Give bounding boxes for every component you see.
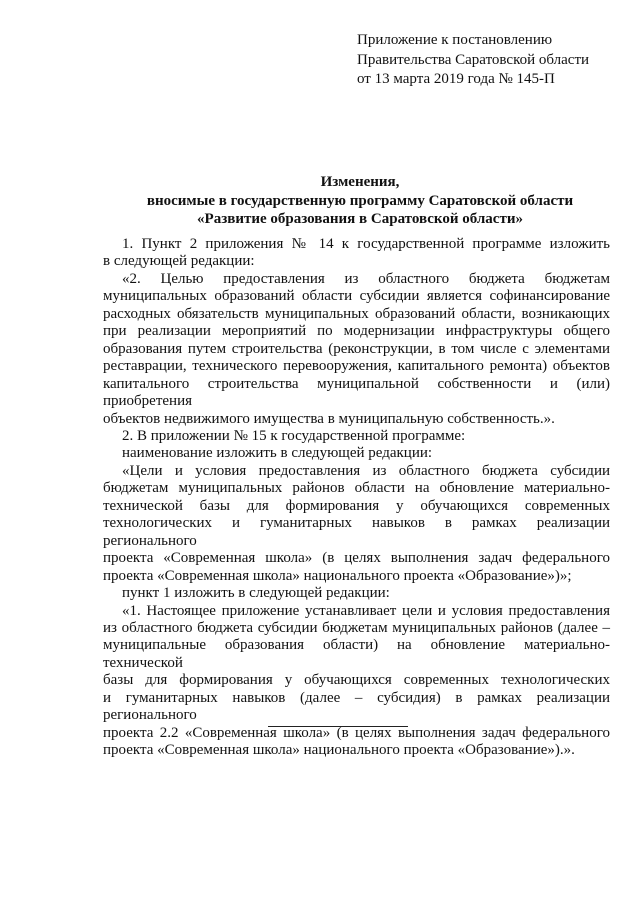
header-line: от 13 марта 2019 года № 145-П bbox=[357, 71, 555, 87]
body-line: «2. Целью предоставления из областного бюджета бюджетам bbox=[122, 270, 610, 287]
title-line: Изменения, bbox=[320, 174, 400, 190]
end-separator-line bbox=[268, 726, 408, 727]
body-line: пункт 1 изложить в следующей редакции: bbox=[122, 585, 390, 602]
body-line: образования путем строительства (реконструкции, в том числе с элементами bbox=[103, 340, 610, 357]
header-line: Правительства Саратовской области bbox=[357, 51, 590, 68]
body-line: наименование изложить в следующей редакции: bbox=[122, 445, 433, 462]
body-line: «Цели и условия предоставления из областного бюджета субсидии bbox=[122, 462, 610, 479]
body-line: 2. В приложении № 15 к государственной программе: bbox=[122, 427, 466, 444]
body-line: расходных обязательств муниципальных образований области, возникающих bbox=[103, 305, 610, 322]
body-line: проекта «Современная школа» национального проекта «Образование»)»; bbox=[103, 567, 572, 584]
body-line: проекта «Современная школа» национального проекта «Образование»).». bbox=[103, 742, 575, 759]
body-line: реставрации, технического перевооружения, капитального ремонта) объектов bbox=[103, 358, 610, 375]
body-line: в следующей редакции: bbox=[103, 253, 255, 270]
body-line: муниципальных образований области субсидии является софинансирование bbox=[103, 288, 610, 305]
body-line: бюджетам муниципальных районов области на обновление материально- bbox=[103, 480, 610, 497]
title-line: «Развитие образования в Саратовской области» bbox=[197, 211, 523, 227]
body-line: из областного бюджета субсидии бюджетам муниципальных районов (далее – bbox=[103, 619, 610, 636]
body-line: проекта 2.2 «Современная школа» (в целях выполнения задач федерального bbox=[103, 724, 610, 741]
body-line: технической базы для формирования у обучающихся современных bbox=[103, 497, 610, 514]
body-line: технологических и гуманитарных навыков в рамках реализации регионального bbox=[103, 515, 610, 549]
body-line: и гуманитарных навыков (далее – субсидия) в рамках реализации регионального bbox=[103, 689, 610, 724]
body-line: объектов недвижимого имущества в муниципальную собственность.». bbox=[103, 410, 555, 427]
header-line: Приложение к постановлению bbox=[357, 32, 553, 48]
body-line: «1. Настоящее приложение устанавливает цели и условия предоставления bbox=[122, 602, 610, 619]
title-line: вносимые в государственную программу Саратовской области bbox=[146, 192, 574, 209]
document-title bbox=[100, 173, 620, 229]
approval-header bbox=[357, 31, 589, 90]
body-line: при реализации мероприятий по модернизации инфраструктуры общего bbox=[103, 323, 610, 340]
body-line: муниципальные образования области) на обновление материально-технической bbox=[103, 637, 610, 671]
document-body bbox=[103, 236, 610, 760]
body-line: базы для формирования у обучающихся современных технологических bbox=[103, 672, 610, 689]
body-line: 1. Пункт 2 приложения № 14 к государственной программе изложить bbox=[122, 236, 610, 252]
body-line: капитального строительства муниципальной собственности и (или) приобретения bbox=[103, 375, 610, 410]
body-line: проекта «Современная школа» (в целях выполнения задач федерального bbox=[103, 550, 610, 567]
